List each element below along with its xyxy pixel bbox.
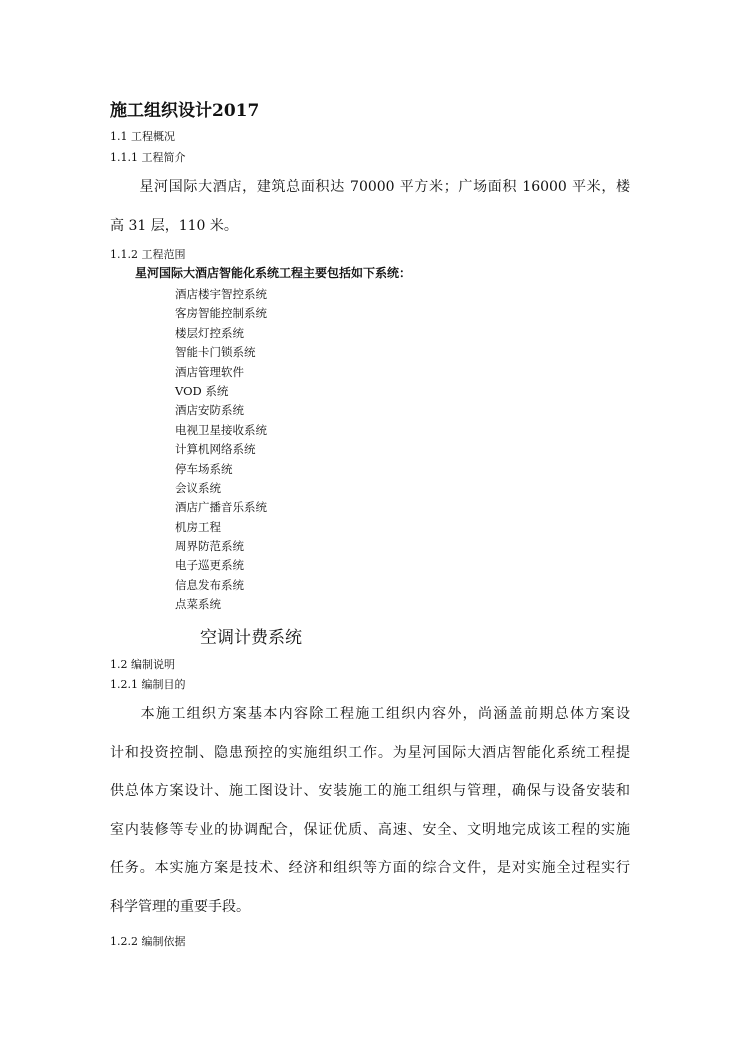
list-item: 电视卫星接收系统 xyxy=(175,422,267,437)
list-item: 会议系统 xyxy=(175,480,221,495)
section-heading-1-1-1: 1.1.1 工程简介 xyxy=(110,151,186,164)
list-item: 智能卡门锁系统 xyxy=(175,345,256,360)
list-item: 酒店楼宇智控系统 xyxy=(175,287,267,301)
paragraph-line: 室内装修等专业的协调配合，保证优质、高速、安全、文明地完成该工程的实施 xyxy=(110,821,630,838)
list-item: 电子巡更系统 xyxy=(175,558,244,573)
paragraph-line: 供总体方案设计、施工图设计、安装施工的施工组织与管理，确保与设备安装和 xyxy=(110,783,630,799)
list-item: 停车场系统 xyxy=(175,461,233,476)
document-title: 施工组织设计2017 xyxy=(110,101,260,121)
purpose-paragraph xyxy=(110,704,630,935)
paragraph-line: 高 31 层，110 米。 xyxy=(110,217,238,234)
list-item: 点菜系统 xyxy=(175,597,221,612)
list-item: VOD 系统 xyxy=(175,383,229,398)
paragraph-line: 任务。本实施方案是技术、经济和组织等方面的综合文件，是对实施全过程实行 xyxy=(110,860,630,876)
list-item: 机房工程 xyxy=(175,519,221,534)
list-item: 信息发布系统 xyxy=(175,577,244,592)
section-heading-1-1: 1.1 工程概况 xyxy=(110,130,175,143)
list-item: 酒店广播音乐系统 xyxy=(175,500,267,515)
section-heading-1-2-2: 1.2.2 编制依据 xyxy=(110,935,186,948)
paragraph-line: 科学管理的重要手段。 xyxy=(110,898,250,915)
section-heading-1-1-2: 1.1.2 工程范围 xyxy=(110,248,186,261)
systems-list xyxy=(175,286,267,616)
scope-heading: 星河国际大酒店智能化系统工程主要包括如下系统： xyxy=(135,266,412,280)
paragraph-line: 星河国际大酒店，建筑总面积达 70000 平方米；广场面积 16000 平米，楼 xyxy=(110,179,630,195)
intro-paragraph xyxy=(110,177,630,254)
extra-system-item: 空调计费系统 xyxy=(200,628,302,648)
list-item: 计算机网络系统 xyxy=(175,442,256,457)
list-item: 酒店管理软件 xyxy=(175,364,244,379)
section-heading-1-2-1: 1.2.1 编制目的 xyxy=(110,678,186,691)
paragraph-line: 计和投资控制、隐患预控的实施组织工作。为星河国际大酒店智能化系统工程提 xyxy=(110,744,630,761)
list-item: 酒店安防系统 xyxy=(175,403,244,418)
list-item: 客房智能控制系统 xyxy=(175,306,267,321)
paragraph-line: 本施工组织方案基本内容除工程施工组织内容外，尚涵盖前期总体方案设 xyxy=(110,706,630,722)
section-heading-1-2: 1.2 编制说明 xyxy=(110,658,175,671)
list-item: 周界防范系统 xyxy=(175,539,244,554)
list-item: 楼层灯控系统 xyxy=(175,325,244,340)
